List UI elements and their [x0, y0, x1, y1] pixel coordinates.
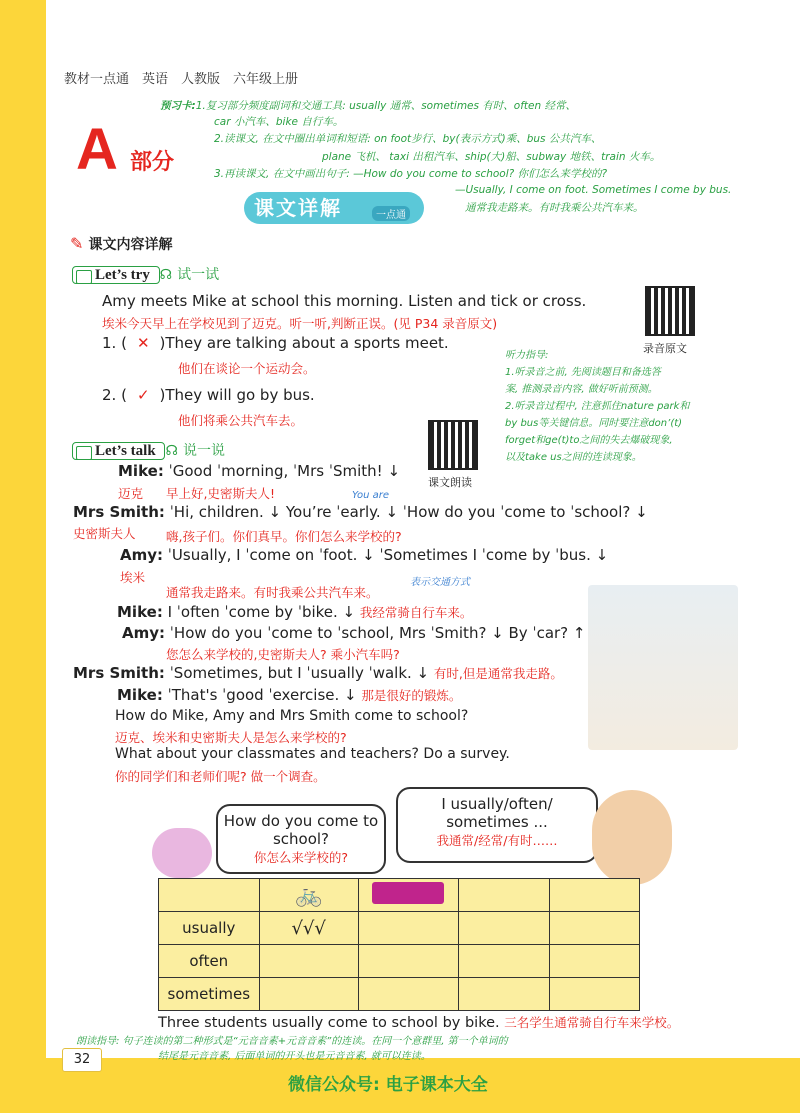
- bus-icon: [372, 882, 444, 904]
- table-row: [159, 912, 640, 945]
- preview-line2b: plane 飞机、 taxi 出租汽车、ship(大)船、subway 地铁、train 火车。: [322, 151, 661, 163]
- pencil-icon: ✎: [70, 234, 84, 253]
- left-color-bar: [0, 0, 46, 1113]
- qr-code-reading[interactable]: [428, 420, 478, 470]
- question-1: How do Mike, Amy and Mrs Smith come to school?: [115, 708, 469, 724]
- annotation-you-are: You are: [352, 490, 390, 501]
- speech-bubble-left: How do you come to school? 你怎么来学校的?: [216, 804, 386, 874]
- dialogue-line-5: Amy: ˈHow do you ˈcome to ˈschool, Mrs ˈSmith? ↓ By ˈcar? ↑: [122, 624, 586, 642]
- question-1-cn: 迈克、埃米和史密斯夫人是怎么来学校的?: [115, 730, 347, 745]
- speaker-cn-mike: 迈克: [118, 486, 144, 501]
- qr-label-reading: 课文朗读: [428, 476, 472, 489]
- page-number: 32: [62, 1048, 102, 1072]
- table-row: [159, 978, 640, 1011]
- book-icon: [76, 446, 92, 460]
- dialogue-line-2-cn: 嗨,孩子们。你们真早。你们怎么来学校的?: [166, 529, 402, 544]
- preview-line3: 3.再读课文, 在文中画出句子: —How do you come to school? 你们怎么来学校的?: [214, 168, 608, 180]
- dialogue-line-7: Mike: ˈThat's ˈgood ˈexercise. ↓ 那是很好的锻炼。: [117, 686, 462, 704]
- dialogue-line-3-cn: 通常我走路来。有时我乘公共汽车来。: [166, 585, 379, 600]
- bike-icon: 🚲: [259, 879, 358, 912]
- preview-label: 预习卡:: [160, 100, 196, 112]
- row-label-often: often: [159, 945, 260, 978]
- section-banner: 课文详解: [244, 192, 424, 224]
- dialogue-line-4: Mike: I ˈoften ˈcome by ˈbike. ↓ 我经常骑自行车来。: [117, 603, 473, 621]
- lets-try-heading: Let’s try ☊ 试一试: [72, 264, 219, 284]
- preview-line3c: 通常我走路来。有时我乘公共汽车来。: [465, 202, 644, 214]
- preview-line3b: —Usually, I come on foot. Sometimes I come by bus.: [455, 184, 732, 196]
- bear-illustration: [592, 790, 672, 885]
- dialogue-line-3: Amy: ˈUsually, I ˈcome on ˈfoot. ↓ ˈSometimes I ˈcome by ˈbus. ↓: [120, 546, 609, 564]
- speech-bubble-right: I usually/often/ sometimes ... 我通常/经常/有时……: [396, 787, 598, 863]
- bike-tally: √√√: [259, 912, 358, 945]
- dialogue-line-2: Mrs Smith: ˈHi, children. ↓ You’re ˈearly. ↓ ˈHow do you ˈcome to ˈschool? ↓: [73, 503, 648, 521]
- book-icon: [76, 270, 92, 284]
- listening-note: 听力指导: 1.听录音之前, 先阅读题目和备选答 案, 推测录音内容, 做好听前预测。 2.听录音过程中, 注意抓住nature park和 by bus等关键信息。同时要注意don’(t) forget和ge(t)to之间的失去爆破现象, 以及take us之间的连读现象。: [505, 350, 690, 463]
- qr-label-recording: 录音原文: [643, 342, 687, 355]
- preview-line1b: car 小汽车、bike 自行车。: [214, 116, 344, 128]
- dialogue-line-1: Mike: ˈGood ˈmorning, ˈMrs ˈSmith! ↓: [118, 462, 401, 480]
- row-label-sometimes: sometimes: [159, 978, 260, 1011]
- dialogue-line-1-cn: 早上好,史密斯夫人!: [166, 486, 275, 501]
- table-row: [159, 945, 640, 978]
- school-illustration: [588, 585, 738, 750]
- speech-icon: ☊: [165, 443, 178, 459]
- try-item-2-cn: 他们将乘公共汽车去。: [178, 413, 304, 428]
- lets-try-intro-cn: 埃米今天早上在学校见到了迈克。听一听,判断正误。(见 P34 录音原文): [102, 316, 498, 331]
- table-row: [159, 879, 640, 912]
- question-2-cn: 你的同学们和老师们呢? 做一个调查。: [115, 769, 326, 784]
- survey-table: [158, 878, 640, 1011]
- book-header: 教材一点通 英语 人教版 六年级上册: [64, 72, 299, 87]
- lets-talk-tag: Let’s talk: [72, 442, 165, 460]
- qr-code-recording[interactable]: [645, 286, 695, 336]
- row-label-usually: usually: [159, 912, 260, 945]
- headphone-icon: ☊: [159, 267, 173, 283]
- preview-line2: 2.读课文, 在文中圈出单词和短语: on foot步行、by(表示方式)乘、bus 公共汽车、: [214, 133, 602, 145]
- dialogue-line-5-cn: 您怎么来学校的,史密斯夫人? 乘小汽车吗?: [166, 647, 400, 662]
- section-heading: ✎ 课文内容详解: [70, 234, 173, 253]
- speaker-cn-mrs-smith: 史密斯夫人: [73, 526, 136, 541]
- squirrel-illustration: [152, 828, 212, 878]
- part-letter: A: [76, 117, 118, 182]
- banner-sub: 一点通: [372, 206, 410, 221]
- try-item-1: 1. ( ✕ )They are talking about a sports meet.: [102, 334, 449, 352]
- preview-line1: 预习卡:1.复习部分频度副词和交通工具: usually 通常、sometimes 有时、often 经常、: [160, 100, 576, 112]
- lets-try-intro: Amy meets Mike at school this morning. Listen and tick or cross.: [102, 292, 587, 310]
- annotation-transport: 表示交通方式: [410, 577, 470, 588]
- reading-note: 朗读指导: 句子连读的第二种形式是“元音音素+元音音素”的连读。在同一个意群里, 第一个单词的 结尾是元音音素, 后面单词的开头也是元音音素, 就可以连读。: [76, 1036, 508, 1062]
- question-2: What about your classmates and teachers? Do a survey.: [115, 746, 510, 762]
- dialogue-line-6: Mrs Smith: ˈSometimes, but I ˈusually ˈwalk. ↓ 有时,但是通常我走路。: [73, 664, 563, 682]
- try-item-1-cn: 他们在谈论一个运动会。: [178, 361, 316, 376]
- speaker-cn-amy: 埃米: [120, 570, 146, 585]
- footer-watermark: 微信公众号: 电子课本大全: [288, 1075, 488, 1095]
- part-label: 部分: [130, 150, 175, 175]
- try-item-2: 2. ( ✓ )They will go by bus.: [102, 386, 315, 404]
- lets-try-tag: Let’s try: [72, 266, 160, 284]
- lets-talk-heading: Let’s talk ☊ 说一说: [72, 440, 225, 460]
- survey-caption: Three students usually come to school by bike. 三名学生通常骑自行车来学校。: [158, 1015, 680, 1031]
